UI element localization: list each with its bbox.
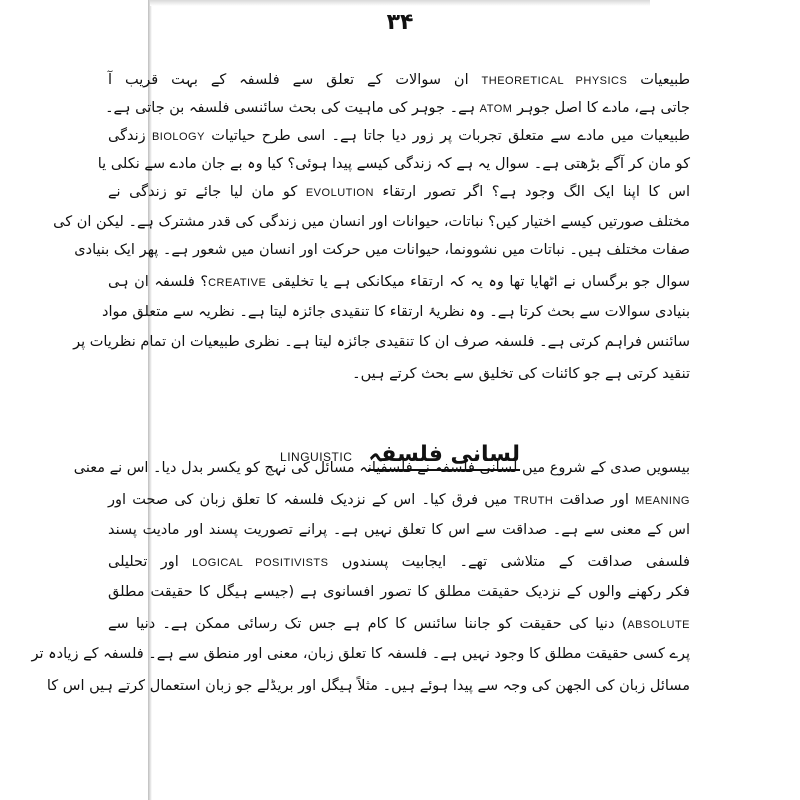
- text-segment: زندگی: [108, 128, 152, 144]
- text-segment: مسائل زبان کی الجھن کی وجہ سے پیدا ہوئے ہیں۔ مثلاً ہیگل اور بریڈلے جو زبان استعمال کرتے ہیں اس کا: [46, 678, 690, 694]
- text-segment: ان سوالات کے تعلق سے فلسفہ کے بہت قریب آ: [108, 72, 482, 88]
- text-line: [108, 364, 690, 384]
- text-line: [108, 182, 690, 203]
- text-segment: میں فرق کیا۔ اس کے نزدیک فلسفہ کا تعلق زبان کی صحت اور: [108, 492, 514, 508]
- text-segment: مختلف صورتیں کیسے اختیار کیں؟ نباتات، حیوانات اور انسان میں زندگی کی قدر مشترک ہے۔ لیکن ان کی: [53, 214, 690, 230]
- text-segment: فلسفی صداقت کے متلاشی تھے۔ ایجابیت پسندوں: [328, 554, 690, 570]
- text-segment: پرے کسی حقیقت مطلق کا وجود نہیں ہے۔ فلسفہ کا تعلق زبان، معنی اور منطق سے ہے۔ فلسفہ کے زیادہ تر: [31, 646, 690, 662]
- text-segment: اور صداقت: [553, 492, 636, 508]
- text-segment: کو مان کر آگے بڑھتی ہے۔ سوال یہ ہے کہ زندگی کیسے پیدا ہوئی؟ کیا وہ بے جان مادے سے نکلی یا: [97, 156, 690, 172]
- text-segment: بیسویں صدی کے شروع میں لسانی فلسفہ نے فلسفیانہ مسائل کی نہج کو یکسر بدل دیا۔ اس نے معنی: [73, 460, 690, 476]
- text-line: [73, 458, 690, 478]
- text-segment: طبیعیات میں مادے سے متعلق تجربات پر زور دیا جاتا ہے۔ اسی طرح حیاتیات: [204, 128, 690, 144]
- text-line: [108, 70, 690, 91]
- text-line: [108, 614, 690, 635]
- text-segment: اس کا اپنا ایک الگ وجود ہے؟ اگر تصور ارتقاء: [373, 184, 690, 200]
- text-segment: بنیادی سوالات سے بحث کرتا ہے۔ وہ نظریۂ ارتقاء کا تنقیدی جائزہ لیتا ہے۔ نظریہ سے متعلق مواد: [102, 304, 690, 320]
- english-term: ABSOLUTE: [627, 619, 690, 631]
- english-term: LOGICAL POSITIVISTS: [192, 557, 329, 569]
- english-term: THEORETICAL PHYSICS: [481, 75, 628, 87]
- english-term: MEANING: [635, 495, 690, 507]
- text-segment: ہے۔ جوہر کی ماہیت کی بحث سائنسی فلسفہ بن جاتی ہے۔: [105, 100, 480, 116]
- text-segment: تنقید کرتی ہے جو کائنات کی تخلیق سے بحث کرتے ہیں۔: [352, 366, 690, 382]
- text-line: [97, 154, 690, 174]
- text-segment: سائنس فراہم کرتی ہے۔ فلسفہ صرف ان کا تنقیدی جائزہ لیتا ہے۔ نظری طبیعیات ان تمام نظریات پر: [73, 334, 690, 350]
- text-line: [108, 520, 690, 540]
- english-term: BIOLOGY: [151, 131, 205, 143]
- text-line: [105, 98, 690, 119]
- section-heading-urdu: لسانی فلسفہ: [368, 442, 520, 471]
- text-line: [53, 212, 690, 232]
- section-heading-english: LINGUISTIC: [280, 449, 353, 464]
- text-segment: ) دنیا کی حقیقت کو جاننا سائنس کا کام ہے جس تک رسائی ممکن ہے۔ دنیا سے: [108, 616, 628, 632]
- text-line: [74, 240, 690, 260]
- text-segment: سوال جو برگساں نے اٹھایا تھا وہ یہ کہ ارتقاء میکانکی ہے یا تخلیقی: [266, 274, 690, 290]
- english-term: TRUTH: [513, 495, 554, 507]
- text-line: [46, 676, 690, 696]
- text-line: [31, 644, 690, 664]
- text-segment: اور تحلیلی: [108, 554, 193, 570]
- english-term: EVOLUTION: [305, 187, 374, 199]
- english-term: CREATIVE: [208, 277, 267, 289]
- text-line: [108, 126, 690, 147]
- text-line: [102, 302, 690, 322]
- page-top-shadow: [150, 0, 650, 6]
- text-segment: اس کے معنی سے ہے۔ صداقت سے اس کا تعلق نہیں ہے۔ پرانے تصوریت پسند اور مادیت پسند: [108, 522, 690, 538]
- text-line: [108, 582, 690, 602]
- text-segment: طبیعیات: [627, 72, 690, 88]
- text-segment: جاتی ہے، مادے کا اصل جوہر: [512, 100, 690, 116]
- text-line: [73, 332, 690, 352]
- page-number: ۳۴: [386, 10, 414, 35]
- text-line: [108, 272, 690, 293]
- text-segment: ؟ فلسفہ ان ہی: [108, 274, 209, 290]
- text-line: [108, 490, 690, 511]
- english-term: ATOM: [479, 103, 513, 115]
- text-line: [108, 552, 690, 573]
- text-segment: صفات مختلف ہیں۔ نباتات میں نشوونما، حیوانات میں حرکت اور انسان میں شعور ہے۔ پھر ایک بنیادی: [74, 242, 690, 258]
- text-segment: فکر رکھنے والوں کے نزدیک حقیقت مطلق کا تصور افسانوی ہے (جیسے ہیگل کا حقیقت مطلق: [108, 584, 690, 600]
- text-segment: کو مان لیا جائے تو زندگی نے: [108, 184, 306, 200]
